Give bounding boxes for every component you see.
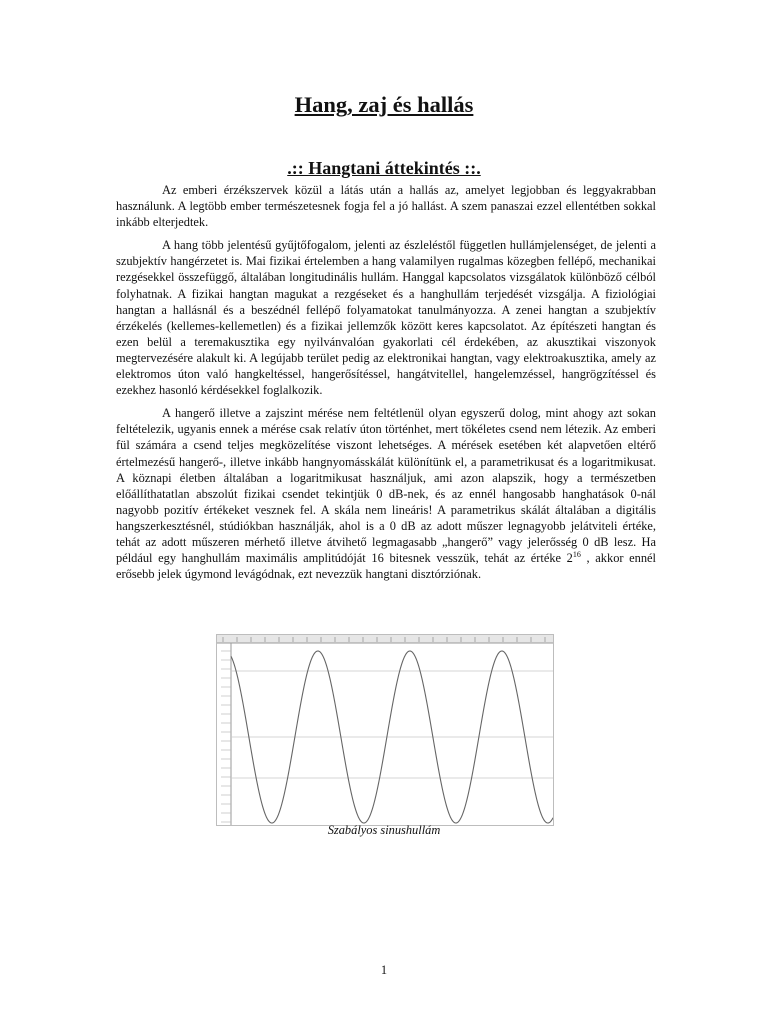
exponent-superscript: 16: [572, 549, 581, 559]
figure-caption: Szabályos sinushullám: [327, 823, 441, 837]
sine-wave-plot: [217, 635, 553, 825]
body-text: [116, 182, 656, 589]
paragraph-3: [116, 405, 656, 582]
paragraph-3-text: A hangerő illetve a zajszint mérése nem feltétlenül olyan egyszerű dolog, mint ahogy azt sokan feltételezik, ugyanis ennek a mérése csak relatív úton történhet, mert tökéletes csend nem létezik. Az emberi fül számára a csend teljes megközelítése viszont lehetséges. A mérések esetében két alapvetően eltérő értelmezésű hangerő-, illetve inkább hangnyomásskálát különítünk el, a parametrikusat és a logaritmikusat. A köznapi életben általában a logaritmikusat használjuk, ami azon alapszik, hogy a természetben előállíthatatlan abszolút fizikai csendet tekintjük 0 dB-nek, és az ennél hangosabb hanghatások 0-nál nagyobb pozitív értékeket vesznek fel. A skála nem lineáris! A parametrikus skálát általában a digitális hangszerkesztésnél, stúdiókban használják, ahol is a 0 dB az adott műszer legnagyobb jelátviteli értéke, tehát az adott műszeren mérhető illetve átvihető legmagasabb „hangerő” vagy jelerősség 0 dB lesz. Ha például egy hanghullám maximális amplitúdóját 16 bitesnek vesszük, tehát az értéke 2: [116, 406, 656, 566]
sine-wave-figure: [216, 634, 554, 826]
section-heading: .:: Hangtani áttekintés ::.: [287, 158, 481, 178]
timeline-ruler: [217, 635, 553, 643]
document-title: Hang, zaj és hallás: [294, 92, 474, 117]
page-number: 1: [380, 963, 388, 977]
paragraph-1: Az emberi érzékszervek közül a látás után a hallás az, amelyet legjobban és leggyakrabban használunk. A legtöbb ember természetesnek fogja fel a jó hallást. A szem panaszai ezzel ellentétben sokkal inkább elterjedtek.: [116, 183, 656, 230]
paragraph-3-text-end: , akkor ennél erősebb jelek úgymond levágódnak, ezt nevezzük hangtani disztórziónak.: [116, 551, 657, 582]
paragraph-2: A hang több jelentésű gyűjtőfogalom, jelenti az észleléstől független hullámjelenséget, de jelenti a szubjektív hangérzetet is. Mai fizikai értelemben a hang valamilyen rugalmas közegben fellépő, mechanikai rezgésekkel összefüggő, általában longitudinális hullám. Hanggal kapcsolatos vizsgálatok különböző célból folyhatnak. A fizikai hangtan magukat a rezgéseket és a hanghullám terjedését vizsgálja. A fiziológiai hangtan a hallásnál és a beszédnél fellépő folyamatokat tanulmányozza. A zenei hangtan a szubjektív érzékelés (kellemes-kellemetlen) és a fizikai jellemzők között keres kapcsolatot. Az építészeti hangtan és ezen belül a teremakusztika egy nyilvánvalóan gyakorlati cél érdekében, az akusztikai viszonyok megtervezésére alakult ki. A legújabb terület pedig az elektronikai hangtan, vagy elektroakusztika, amely az elektromos úton való hangkeltéssel, hangerősítéssel, hangátvitellel, hangelemzéssel, hangrögzítéssel és ezekhez hasonló kérdésekkel foglalkozik.: [116, 238, 656, 398]
